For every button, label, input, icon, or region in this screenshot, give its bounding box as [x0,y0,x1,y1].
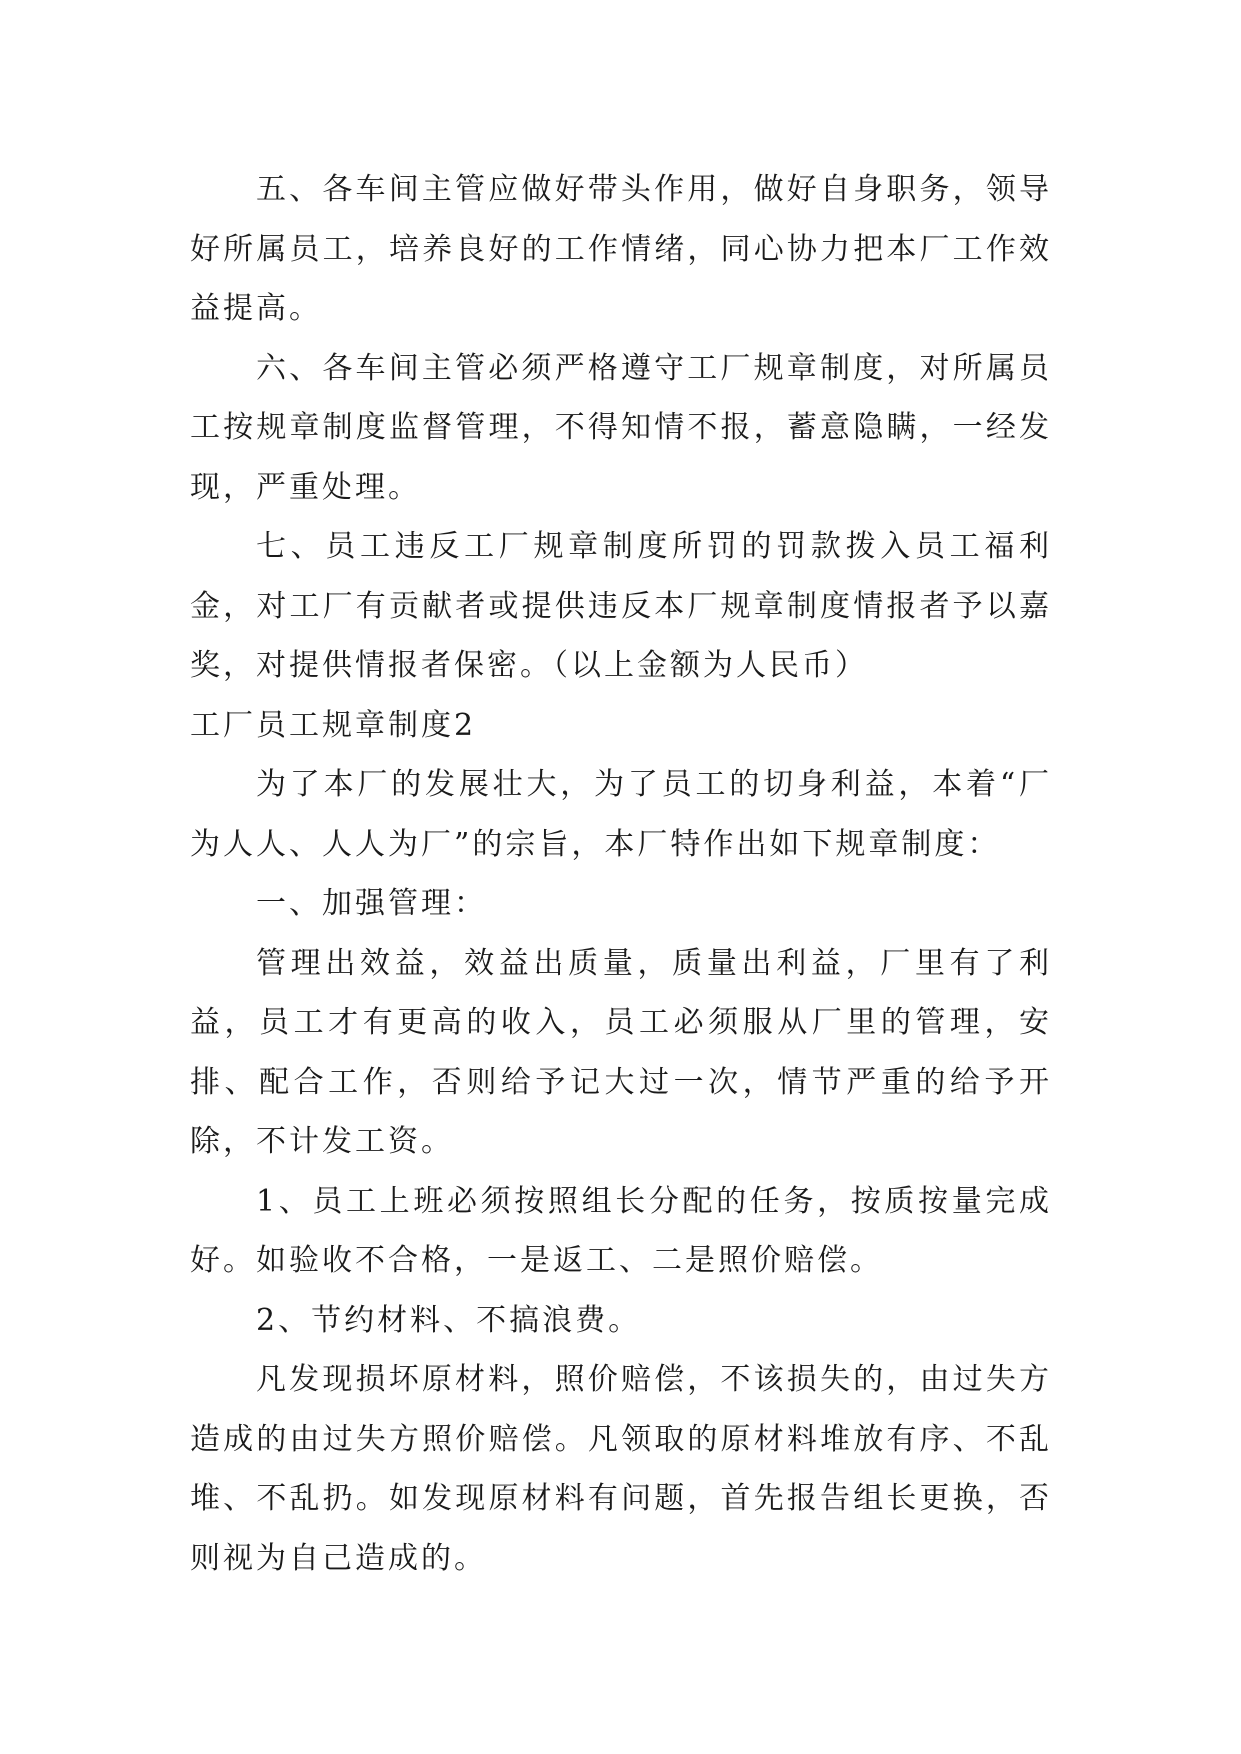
paragraph-management-body: 管理出效益，效益出质量，质量出利益，厂里有了利益，员工才有更高的收入，员工必须服从厂里的管理，安排、配合工作，否则给予记大过一次，情节严重的给予开除，不计发工资。 [190,945,1052,1159]
paragraph-rule-7: 七、员工违反工厂规章制度所罚的罚款拨入员工福利金，对工厂有贡献者或提供违反本厂规章制度情报者予以嘉奖，对提供情报者保密。（以上金额为人民币） [190,529,1052,683]
section-heading: 工厂员工规章制度2 [190,707,477,743]
paragraph-rule-2: 2、节约材料、不搞浪费。 [256,1302,642,1338]
paragraph-materials-body: 凡发现损坏原材料，照价赔偿，不该损失的，由过失方造成的由过失方照价赔偿。凡领取的原材料堆放有序、不乱堆、不乱扔。如发现原材料有问题，首先报告组长更换，否则视为自己造成的。 [190,1362,1052,1576]
paragraph-rule-1: 1、员工上班必须按照组长分配的任务，按质按量完成好。如验收不合格，一是返工、二是照价赔偿。 [190,1183,1052,1278]
document-content [190,160,1052,1588]
paragraph-intro: 为了本厂的发展壮大，为了员工的切身利益，本着“厂为人人、人人为厂”的宗旨，本厂特作出如下规章制度： [190,767,1052,862]
paragraph-rule-6: 六、各车间主管必须严格遵守工厂规章制度，对所属员工按规章制度监督管理，不得知情不报，蓄意隐瞒，一经发现，严重处理。 [190,350,1052,505]
paragraph-rule-5: 五、各车间主管应做好带头作用，做好自身职务，领导好所属员工，培养良好的工作情绪，同心协力把本厂工作效益提高。 [190,172,1052,326]
subheading-strengthen-management: 一、加强管理： [256,886,487,921]
